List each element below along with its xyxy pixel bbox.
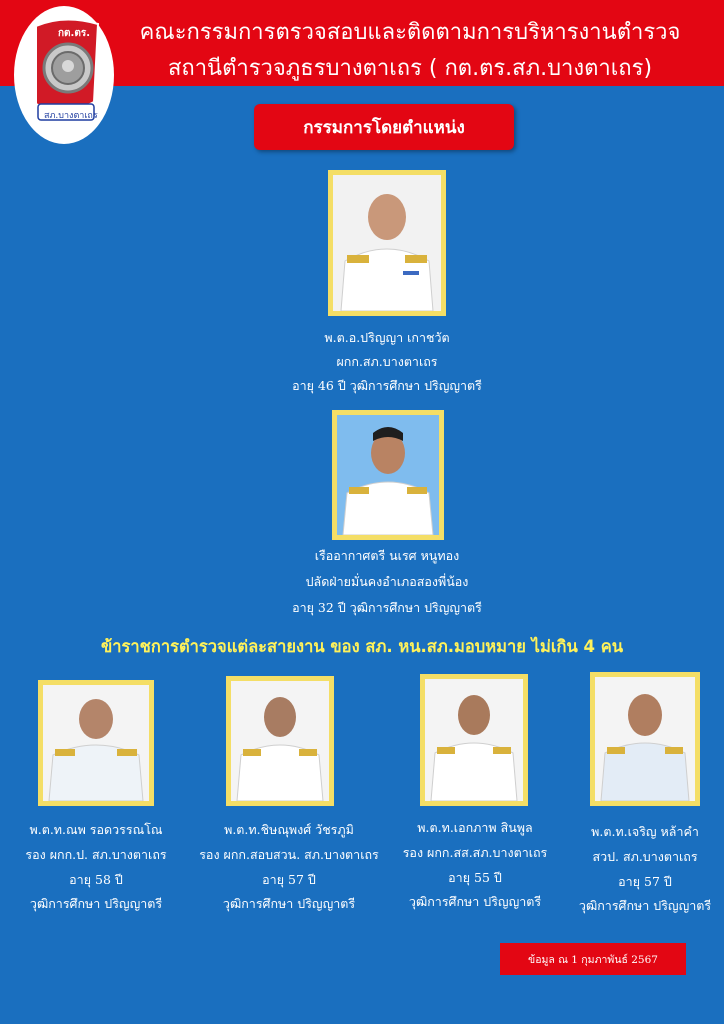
- officer-2-name: พ.ต.ท.ชิษณุพงศ์ วัชรภูมิ: [224, 822, 354, 837]
- officer-3-name: พ.ต.ท.เอกภาพ สินพูล: [417, 820, 533, 835]
- portrait-placeholder: [337, 415, 439, 535]
- officer-3-age: อายุ 55 ปี: [448, 870, 502, 885]
- portrait-placeholder: [231, 681, 329, 801]
- logo: [14, 6, 114, 144]
- officer-1-age: อายุ 58 ปี: [69, 872, 123, 887]
- officer-4-education: วุฒิการศึกษา ปริญญาตรี: [578, 898, 712, 913]
- officer-photo-3: [420, 674, 528, 806]
- member-photo-2: [332, 410, 444, 540]
- header-title-line1: คณะกรรมการตรวจสอบและติดตามการบริหารงานตำรวจ: [139, 20, 681, 45]
- officer-1-education: วุฒิการศึกษา ปริญญาตรี: [29, 896, 163, 911]
- officer-3-position: รอง ผกก.สส.สภ.บางตาเถร: [402, 845, 548, 860]
- officer-4-name: พ.ต.ท.เจริญ หล้าคำ: [591, 824, 699, 839]
- officer-photo-4: [590, 672, 700, 806]
- member-2-age-education: อายุ 32 ปี วุฒิการศึกษา ปริญญาตรี: [292, 600, 482, 615]
- officer-4-position: สวป. สภ.บางตาเถร: [592, 849, 698, 864]
- officer-2-age: อายุ 57 ปี: [262, 872, 316, 887]
- officer-2-position: รอง ผกก.สอบสวน. สภ.บางตาเถร: [199, 847, 379, 862]
- member-photo-1: [328, 170, 446, 316]
- portrait-placeholder: [595, 677, 695, 801]
- member-2-name: เรืออากาศตรี นเรศ หนูทอง: [314, 548, 460, 563]
- officer-photo-1: [38, 680, 154, 806]
- officer-1-name: พ.ต.ท.ณพ รอดวรรณโณ: [29, 822, 163, 837]
- member-2-position: ปลัดฝ่ายมั่นคงอำเภอสองพี่น้อง: [305, 574, 469, 589]
- committee-heading: ข้าราชการตำรวจแต่ละสายงาน ของ สภ. หน.สภ.มอบหมาย ไม่เกิน 4 คน: [100, 637, 624, 656]
- data-date-note: ข้อมูล ณ 1 กุมภาพันธ์ 2567: [500, 943, 686, 975]
- portrait-placeholder: [43, 685, 149, 801]
- officer-2-education: วุฒิการศึกษา ปริญญาตรี: [222, 896, 356, 911]
- member-1-age-education: อายุ 46 ปี วุฒิการศึกษา ปริญญาตรี: [292, 378, 482, 393]
- section-title: กรรมการโดยตำแหน่ง: [254, 104, 514, 150]
- member-1-name: พ.ต.อ.ปริญญา เกาชวัต: [324, 330, 450, 345]
- officer-photo-2: [226, 676, 334, 806]
- member-1-position: ผกก.สภ.บางตาเถร: [336, 354, 438, 369]
- officer-1-position: รอง ผกก.ป. สภ.บางตาเถร: [25, 847, 167, 862]
- header-title-line2: สถานีตำรวจภูธรบางตาเถร ( กต.ตร.สภ.บางตาเถร): [167, 56, 653, 81]
- logo-top-text: กต.ตร.: [58, 28, 91, 39]
- portrait-placeholder: [425, 679, 523, 801]
- portrait-placeholder: [333, 175, 441, 311]
- logo-bottom-text: สภ.บางตาเถร: [44, 111, 98, 121]
- officer-4-age: อายุ 57 ปี: [618, 874, 672, 889]
- officer-3-education: วุฒิการศึกษา ปริญญาตรี: [408, 894, 542, 909]
